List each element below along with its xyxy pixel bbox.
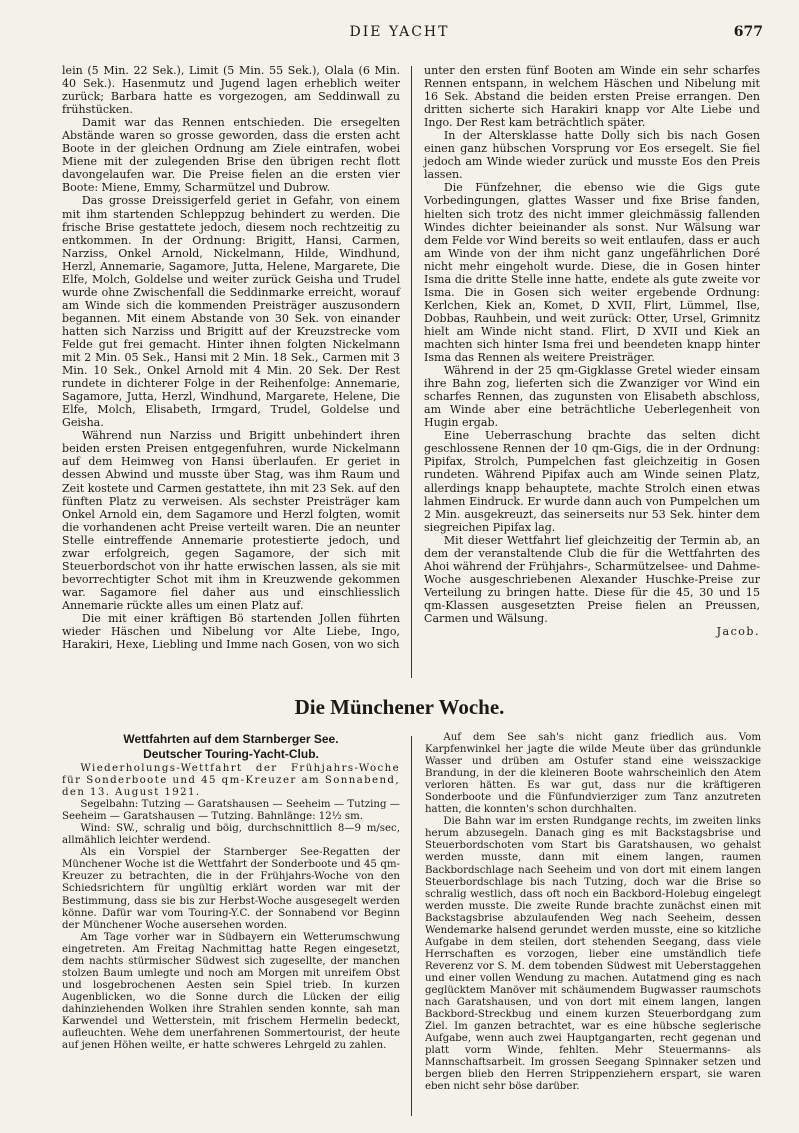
paragraph: Auf dem See sah's nicht ganz friedlich aus. Vom Karpfenwinkel her jagte die wilde Meute über das gründunkle Wasser und drüben am Ostufer stand eine weisszackige Brandung, in der die kleineren Boote wahrscheinlich den Atem verloren hätten. Es war gut, dass nur die kräftigeren Sonderboote und die Fünfundvierziger zum Tanz anzutreten hatten, die konnten's schon durchhalten. (425, 732, 761, 816)
paragraph: Die Bahn war im ersten Rundgange rechts, im zweiten links herum abzusegeln. Danach ging es mit Backstagsbrise und Steuerbordschoten vom Start bis Garatshausen, wo gehalst werden musste, dann mit einem langen, raumen Backbordschlage nach Seeheim und von dort mit einem langen Steuerbordschlage bis nach Tutzing, doch war die Brise so schralig westlich, dass oft noch ein Backbord-Holebug eingelegt werden musste. Die zweite Runde brachte zunächst einen mit Backstagsbrise abzulaufenden Weg nach Seeheim, dessen Wendemarke halsend gerundet werden musste, eine so kitzliche Aufgabe in dem steilen, dort stehenden Seegang, dass viele Herrschaften es vorzogen, lieber eine umständlich tiefe Reverenz vor S. M. dem tobenden Südwest mit Ueberstaggehen und einer vollen Wendung zu machen. Autatmend ging es nach geglücktem Manöver mit schäumendem Bugwasser raumschots nach Garatshausen, und von dort mit einem langen, langen Backbord-Streckbug und einem kurzen Steuerbordgang zum Ziel. Im ganzen betrachtet, war es eine hübsche seglerische Aufgabe, wenn auch zwei Hauptgangarten, recht gegenan und platt vorm Winde, fehlten. Mehr Steuermanns- als Mannschaftsarbeit. Im grossen Seegang Spinnaker setzen und bergen blieb den Herren Strippenziehern erspart, sie waren eben nicht sehr böse darüber. (425, 816, 761, 1093)
paragraph: Die Fünfzehner, die ebenso wie die Gigs gute Vorbedingungen, glattes Wasser und fixe Brise fanden, hielten sich trotz des nicht immer gleichmässig fallenden Windes dichter beieinander als sonst. Nur Wälsung war dem Felde vor Wind bereits so weit entlaufen, dass er auch am Winde von der ihm nicht ganz ungefährlichen Doré nicht mehr eingeholt wurde. Diese, die in Gosen hinter Isma die dritte Stelle inne hatte, endete als gute zweite vor Isma. Die in Gosen sich weiter ergebende Ordnung: Kerlchen, Kiek an, Komet, D XVII, Flirt, Lümmel, Ilse, Dobbas, Rauhbein, und weit zurück: Otter, Ursel, Grimnitz hielt am Winde nicht stand. Flirt, D XVII und Kiek an machten sich hinter Isma frei und beendeten knapp hinter Isma das Rennen als weitere Preisträger. (424, 181, 760, 365)
article-lead: Wiederholungs-Wettfahrt der Frühjahrs-Woche für Sonderboote und 45 qm-Kreuzer am Sonnabend, den 13. August 1921. (62, 763, 400, 799)
paragraph: Eine Ueberraschung brachte das selten dicht geschlossene Rennen der 10 qm-Gigs, die in der Ordnung: Pipifax, Strolch, Pumpelchen fast gleichzeitig in Gosen rundeten. Während Pipifax auch am Winde seinen Platz, allerdings knapp behauptete, machte Strolch einen etwas lahmen Eindruck. Er wurde dann auch von Pumpelchen um 2 Min. ausgekreuzt, das seinerseits nur 53 Sek. hinter dem siegreichen Pipifax lag. (424, 429, 760, 534)
column-divider (411, 736, 412, 1116)
bottom-left-column (62, 732, 400, 1052)
paragraph: In der Altersklasse hatte Dolly sich bis nach Gosen einen ganz hübschen Vorsprung vor Eos ersegelt. Sie fiel jedoch am Winde wieder zurück und musste Eos den Preis lassen. (424, 129, 760, 182)
wind-info: Wind: SW., schralig und böig, durchschnittlich 8—9 m/sec, allmählich leichter werdend. (62, 823, 400, 847)
paragraph: Die mit einer kräftigen Bö startenden Jollen führten wieder Häschen und Nibelung vor Alte Liebe, Ingo, Harakiri, Hexe, Liebling und Imme nach Gosen, von wo sich (62, 611, 400, 652)
paragraph: Damit war das Rennen entschieden. Die ersegelten Abstände waren so grosse geworden, dass die ersten acht Boote in der gleichen Ordnung am Ziele eintrafen, wobei Miene mit der zulegenden Brise den übrigen recht flott davongelaufen war. Die Preise fielen an die ersten vier Boote: Miene, Emmy, Scharmützel und Dubrow. (62, 116, 400, 195)
paragraph: Mit dieser Wettfahrt lief gleichzeitig der Termin ab, an dem der veranstaltende Club die für die Wettfahrten des Ahoi während der Frühjahrs-, Scharmützelsee- und Dahme-Woche ausgeschriebenen Alexander Huschke-Preise zur Verteilung zu bringen hatte. Diese für die 45, 30 und 15 qm-Klassen ausgesetzten Preise fielen an Preussen, Carmen und Wälsung. (424, 533, 760, 625)
article-subtitle: Deutscher Touring-Yacht-Club. (143, 747, 319, 761)
course-info: Segelbahn: Tutzing — Garatshausen — Seeheim — Tutzing — Seeheim — Garatshausen — Tutzing. Bahnlänge: 12½ sm. (62, 799, 400, 823)
top-right-column (424, 64, 760, 638)
section-title: Die Münchener Woche. (294, 695, 505, 719)
top-left-column (62, 64, 400, 651)
paragraph: Als ein Vorspiel der Starnberger See-Regatten der Münchener Woche ist die Wettfahrt der Sonderboote und 45 qm-Kreuzer zu betrachten, die in der Frühjahrs-Woche von den Schiedsrichtern für ungültig erklärt worden war mit der Bestimmung, dass sie bis zur Herbst-Woche ausgesegelt werden könne. Dafür war vom Touring-Y.C. der Sonnabend vor Beginn der Münchener Woche ausersehen worden. (62, 847, 400, 931)
page-number: 677 (733, 24, 763, 40)
paragraph: Das grosse Dreissigerfeld geriet in Gefahr, von einem mit ihm startenden Schleppzug behindert zu werden. Die frische Brise gestattete jedoch, diesem noch rechtzeitig zu entkommen. In der Ordnung: Brigitt, Hansi, Carmen, Narziss, Onkel Arnold, Nickelmann, Hilde, Windhund, Herzl, Annemarie, Sagamore, Jutta, Helene, Margarete, Die Elfe, Molch, Goldelse und weiter zurück Geisha und Trudel wurde ohne Zwischenfall die Seddinmarke erreicht, worauf am Winde sich die kommenden Preisträger auszusondern begannen. Mit einem Abstande von 30 Sek. von einander hatten sich Narziss und Brigitt auf der Kreuzstrecke vom Felde gut frei gemacht. Hinter ihnen folgten Nickelmann mit 2 Min. 05 Sek., Hansi mit 2 Min. 18 Sek., Carmen mit 3 Min. 10 Sek., Onkel Arnold mit 4 Min. 20 Sek. Der Rest rundete in dichterer Folge in der Reihenfolge: Annemarie, Sagamore, Jutta, Herzl, Windhund, Margarete, Helene, Die Elfe, Molch, Elisabeth, Irmgard, Trudel, Goldelse und Geisha. (62, 194, 400, 430)
bottom-right-column (425, 732, 761, 1093)
running-title: DIE YACHT (349, 24, 450, 40)
paragraph: unter den ersten fünf Booten am Winde ein sehr scharfes Rennen entspann, in welchem Häschen und Nibelung mit 16 Sek. Abstand die beiden ersten Preise errangen. Den dritten sicherte sich Harakiri knapp vor Alte Liebe und Ingo. Der Rest kam beträchtlich später. (424, 64, 760, 130)
paragraph: Während in der 25 qm-Gigklasse Gretel wieder einsam ihre Bahn zog, lieferten sich die Zwanziger vor Wind ein scharfes Rennen, das zugunsten von Elisabeth abschloss, am Winde aber eine beträchtliche Ueberlegenheit von Hugin ergab. (424, 364, 760, 430)
paragraph: lein (5 Min. 22 Sek.), Limit (5 Min. 55 Sek.), Olala (6 Min. 40 Sek.). Hasenmutz und Jugend lagen erheblich weiter zurück; Barbara hatte es vorgezogen, am Seddinwall zu frühstücken. (62, 64, 400, 117)
article-title: Wettfahrten auf dem Starnberger See. (123, 732, 339, 746)
page-header (0, 22, 799, 42)
column-divider (411, 66, 412, 678)
author-signature: Jacob. (716, 625, 760, 639)
paragraph: Am Tage vorher war in Südbayern ein Wetterumschwung eingetreten. Am Freitag Nachmittag hatte Regen eingesetzt, dem nachts stürmischer Südwest sich zugesellte, der manchen stolzen Baum umlegte und noch am Morgen mit unreifem Obst und losgebrochenen Aesten sein Spiel trieb. In kurzen Augenblicken, wo die Sonne durch die Lücken der eilig dahinziehenden Wolken ihre Strahlen senden konnte, sah man Karwendel und Wetterstein, mit frischem Hermelin bedeckt, aufleuchten. Wehe dem unerfahrenen Sommertourist, der heute auf jenen Höhen weilte, er hatte schweres Lehrgeld zu zahlen. (62, 931, 400, 1052)
paragraph: Während nun Narziss und Brigitt unbehindert ihren beiden ersten Preisen entgegenfuhren, wurde Nickelmann auf dem Heimweg von Hansi überlaufen. Er geriet in dessen Abwind und musste über Stag, was ihm Raum und Zeit kostete und Carmen gestattete, ihn mit 23 Sek. auf den fünften Platz zu verweisen. Als sechster Preisträger kam Onkel Arnold ein, dem Sagamore und Herzl folgten, womit die vorhandenen acht Preise verteilt waren. Die an neunter Stelle eintreffende Annemarie protestierte jedoch, und zwar erfolgreich, gegen Sagamore, der sich mit Steuerbordschot von ihr hatte erwischen lassen, als sie mit bevorrechtigter Schot mit ihm in Kreuzwende gekommen war. Sagamore fiel daher aus und einschliesslich Annemarie rückte alles um einen Platz auf. (62, 429, 400, 612)
